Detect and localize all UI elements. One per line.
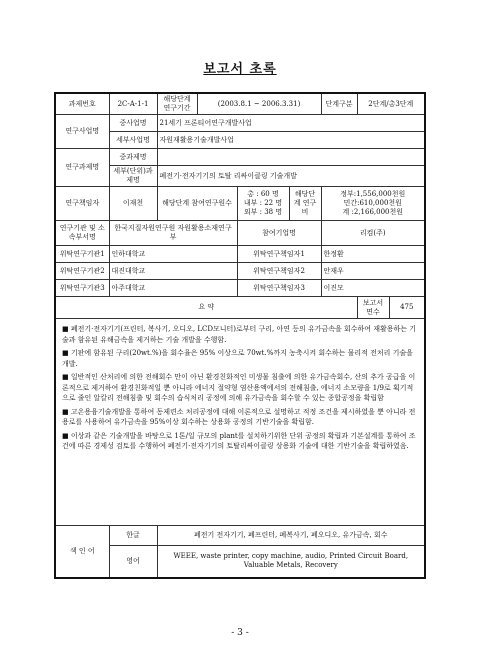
funding-total: 계 :2,166,000천원: [342, 208, 404, 216]
summary-paragraph: ■ 일반적인 산처리에 의한 전해회수 만이 아닌 환경친화적인 미생물 침출에 의한 유가금속회수, 산의 추가 공급을 이론적으로 제거하여 환경친화적일 뿐 아니라 에너지 절약형 염산용액에서의 전해침출, 에너지 소모량을 1/9로 획기적으로 줄인 알칼리 전해침출 및 회수의 습식처리 공정에 의해 유가금속을 회수할 수 있는 종합공정을 확립함: [62, 373, 416, 402]
contract-org: 아주대학교: [109, 280, 237, 297]
row-program-detail: [55, 132, 425, 149]
row-contract-3: [55, 280, 425, 297]
pages-value: 475: [389, 297, 425, 319]
participants-label: 해당단계 참여연구원수: [157, 187, 237, 221]
project-label: 연구과제명: [55, 149, 109, 187]
contract-org: 인하대학교: [109, 246, 237, 263]
contract-org-label: 위탁연구기관2: [55, 263, 109, 280]
keywords-korean: 폐전기 전자기기, 폐프린터, 폐복사기, 폐오디오, 유가금속, 회수: [157, 526, 425, 546]
program-mid-value: 21세기 프론티어연구개발사업: [157, 115, 425, 132]
stage-value: 2단계/총3단계: [357, 93, 425, 115]
program-mid-label: 중사업명: [109, 115, 157, 132]
project-sub-value: 폐전기·전자기기의 토탈 리싸이클링 기술개발: [157, 166, 425, 187]
participants-total: 총 : 60 명: [247, 190, 279, 198]
summary-paragraph: ■ 이상과 같은 기술개발을 바탕으로 1톤/일 규모의 plant를 설치하기위한 단위 공정의 확립과 기본설계를 통하여 조건에 따른 경제성 검토를 수행하여 폐전기·전자기기의 토탈리싸이클링 상용화 기술에 대한 기반기술을 확립하였음.: [62, 431, 416, 450]
project-main-value: [157, 149, 425, 166]
row-contract-1: [55, 246, 425, 263]
row-institution: [55, 221, 425, 246]
researcher-name: 이재천: [109, 187, 157, 221]
funding-government: 정부:1,556,000천원: [340, 190, 406, 198]
program-label: 연구사업명: [55, 115, 109, 149]
participants-external: 외부 : 38 명: [243, 208, 283, 216]
funding-label: 해당단계 연구비: [289, 187, 321, 221]
row-project-main: [55, 149, 425, 166]
contract-org: 대진대학교: [109, 263, 237, 280]
page-title: 보고서 초록: [203, 62, 277, 77]
contract-pi: 한정환: [321, 246, 425, 263]
contract-pi: 이진모: [321, 280, 425, 297]
project-main-label: 중과제명: [109, 149, 157, 166]
row-keywords-korean: [55, 526, 425, 546]
row-project-number: [55, 93, 425, 115]
contract-pi-label: 위탁연구책임자2: [237, 263, 321, 280]
keywords-english-label: 영어: [109, 546, 157, 578]
funding-private: 민간:610,000천원: [343, 199, 402, 207]
keywords-label: 색 인 어: [55, 526, 109, 578]
funding-values: [321, 187, 425, 221]
project-number-label: 과제번호: [55, 93, 109, 115]
row-summary-body: [55, 319, 425, 526]
institution-label: 연구기관 및 소속부서명: [55, 221, 109, 246]
researcher-label: 연구책임자: [55, 187, 109, 221]
summary-body: [55, 319, 425, 526]
row-contract-2: [55, 263, 425, 280]
institution-value: 한국지질자원연구원 자원활용소재연구부: [109, 221, 237, 246]
contract-org-label: 위탁연구기관1: [55, 246, 109, 263]
contract-pi-label: 위탁연구책임자1: [237, 246, 321, 263]
row-keywords-english: [55, 546, 425, 578]
project-number: 2C-A-1-1: [109, 93, 157, 115]
program-detail-value: 자원재활용기술개발사업: [157, 132, 425, 149]
summary-paragraph: ■ 고온용융기술개발을 통하여 동제련소 처리공정에 대해 이론적으로 설명하고 적정 조건을 제시하였을 뿐 아니라 전용로를 사용하여 유가금속을 95%이상 회수하는 상용화 공정의 기반기술을 확립함.: [62, 407, 416, 426]
summary-paragraph: ■ 기판에 함유된 구리(20wt.%)을 회수율은 95% 이상으로 70wt.%까지 농축시켜 회수하는 물리적 전처리 기술을 개발.: [62, 349, 413, 368]
summary-label: 요 약: [55, 297, 357, 319]
row-program-mid: [55, 115, 425, 132]
project-sub-label: 세부(단위)과제명: [109, 166, 157, 187]
pages-label: 보고서 면수: [357, 297, 389, 319]
contract-org-label: 위탁연구기관3: [55, 280, 109, 297]
period-label: 해당단계 연구기간: [157, 93, 197, 115]
period-value: (2003.8.1 ~ 2006.3.31): [197, 93, 321, 115]
program-detail-label: 세부사업명: [109, 132, 157, 149]
stage-label: 단계구분: [321, 93, 357, 115]
contract-pi: 안재우: [321, 263, 425, 280]
summary-paragraph: ■ 폐전기·전자기기(프린터, 복사기, 오디오, LCD모니터)로부터 구리, 아연 등의 유가금속을 회수하여 재활용하는 기술과 함유된 유해금속을 제거하는 기술 개발을 수행함.: [62, 325, 417, 344]
row-researcher: [55, 187, 425, 221]
row-project-sub: [55, 166, 425, 187]
partner-label: 참여기업명: [237, 221, 321, 246]
page-number: - 3 -: [231, 628, 249, 638]
partner-value: 리컴(주): [321, 221, 425, 246]
row-summary-header: [55, 297, 425, 319]
participants-internal: 내부 : 22 명: [243, 199, 283, 207]
keywords-english: WEEE, waste printer, copy machine, audio, Printed Circuit Board, Valuable Metals, Recovery: [157, 546, 425, 578]
participants-values: [237, 187, 289, 221]
contract-pi-label: 위탁연구책임자3: [237, 280, 321, 297]
keywords-korean-label: 한글: [109, 526, 157, 546]
report-abstract-table: [54, 92, 426, 579]
